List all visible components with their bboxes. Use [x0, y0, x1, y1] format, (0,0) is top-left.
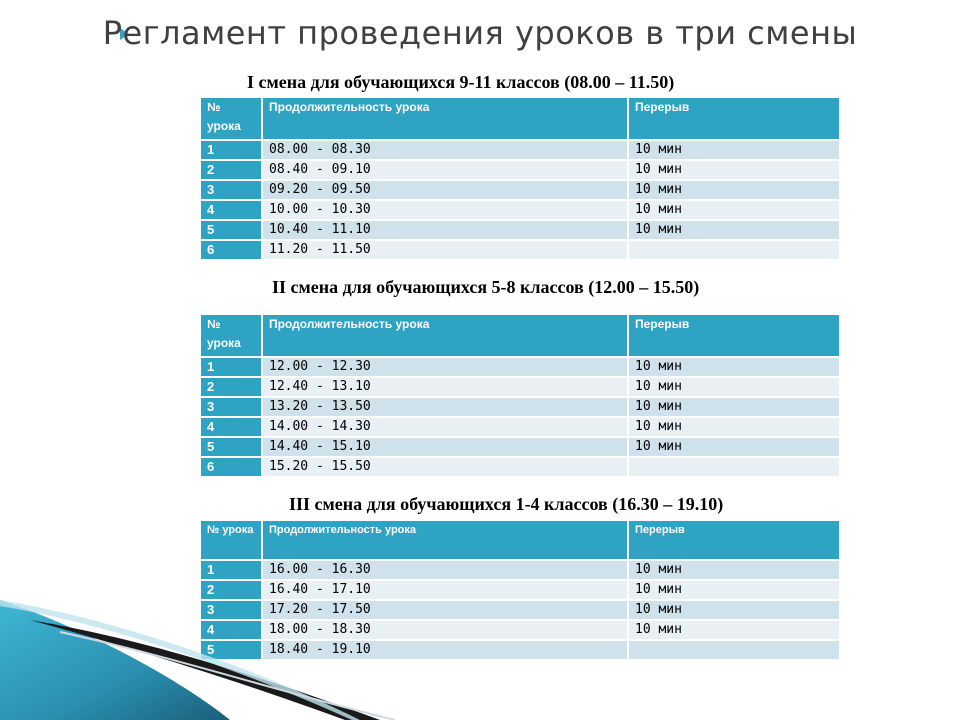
column-header-duration: Продолжительность урока	[263, 521, 629, 559]
lesson-time: 16.00 - 16.30	[263, 561, 629, 579]
lesson-break	[629, 641, 839, 659]
lesson-number: 6	[201, 241, 263, 259]
lesson-number: 1	[201, 141, 263, 159]
lesson-break: 10 мин	[629, 621, 839, 639]
lesson-time: 12.00 - 12.30	[263, 358, 629, 376]
lesson-time: 11.20 - 11.50	[263, 241, 629, 259]
lesson-number: 2	[201, 161, 263, 179]
lesson-time: 08.40 - 09.10	[263, 161, 629, 179]
column-header-num: № урока	[201, 521, 263, 559]
lesson-number: 1	[201, 561, 263, 579]
lesson-number: 4	[201, 418, 263, 436]
table-row	[201, 181, 839, 199]
lesson-number: 2	[201, 378, 263, 396]
lesson-break: 10 мин	[629, 161, 839, 179]
table-row	[201, 378, 839, 396]
lesson-break: 10 мин	[629, 378, 839, 396]
lesson-time: 12.40 - 13.10	[263, 378, 629, 396]
lesson-time: 18.00 - 18.30	[263, 621, 629, 639]
decorative-swoosh	[0, 560, 400, 720]
lesson-time: 14.00 - 14.30	[263, 418, 629, 436]
table-row	[201, 141, 839, 159]
page-title: Регламент проведения уроков в три смены	[102, 14, 858, 52]
shift-1-heading: I смена для обучающихся 9-11 классов (08.00 – 11.50)	[247, 72, 675, 92]
lesson-break: 10 мин	[629, 561, 839, 579]
column-header-duration: Продолжительность урока	[263, 98, 629, 139]
lesson-number: 6	[201, 458, 263, 476]
column-header-break: Перерыв	[629, 521, 839, 559]
lesson-time: 16.40 - 17.10	[263, 581, 629, 599]
lesson-break	[629, 241, 839, 259]
table-row	[201, 241, 839, 259]
lesson-break: 10 мин	[629, 201, 839, 219]
shift-3-heading: III смена для обучающихся 1-4 классов (16.30 – 19.10)	[289, 494, 724, 514]
shift-2-heading: II смена для обучающихся 5-8 классов (12.00 – 15.50)	[272, 277, 700, 297]
column-header-break: Перерыв	[629, 315, 839, 356]
shift-1-table	[201, 96, 839, 261]
lesson-time: 17.20 - 17.50	[263, 601, 629, 619]
lesson-time: 09.20 - 09.50	[263, 181, 629, 199]
column-header-duration: Продолжительность урока	[263, 315, 629, 356]
lesson-break: 10 мин	[629, 358, 839, 376]
shift-2-table	[201, 313, 839, 478]
column-header-num: № урока	[201, 98, 263, 139]
table-row	[201, 221, 839, 239]
lesson-break: 10 мин	[629, 601, 839, 619]
lesson-number: 3	[201, 181, 263, 199]
lesson-break: 10 мин	[629, 398, 839, 416]
lesson-break: 10 мин	[629, 418, 839, 436]
table-header-row	[201, 98, 839, 139]
lesson-time: 10.40 - 11.10	[263, 221, 629, 239]
lesson-break	[629, 458, 839, 476]
lesson-break: 10 мин	[629, 221, 839, 239]
column-header-num: № урока	[201, 315, 263, 356]
lesson-number: 5	[201, 221, 263, 239]
column-header-break: Перерыв	[629, 98, 839, 139]
table-row	[201, 358, 839, 376]
lesson-number: 5	[201, 641, 263, 659]
lesson-time: 15.20 - 15.50	[263, 458, 629, 476]
lesson-time: 08.00 - 08.30	[263, 141, 629, 159]
table-row	[201, 201, 839, 219]
lesson-break: 10 мин	[629, 181, 839, 199]
lesson-break: 10 мин	[629, 438, 839, 456]
table-row	[201, 398, 839, 416]
table-row	[201, 418, 839, 436]
lesson-time: 13.20 - 13.50	[263, 398, 629, 416]
lesson-number: 1	[201, 358, 263, 376]
lesson-number: 3	[201, 601, 263, 619]
table-row	[201, 438, 839, 456]
lesson-time: 14.40 - 15.10	[263, 438, 629, 456]
lesson-time: 18.40 - 19.10	[263, 641, 629, 659]
table-header-row	[201, 521, 839, 559]
lesson-number: 3	[201, 398, 263, 416]
lesson-time: 10.00 - 10.30	[263, 201, 629, 219]
lesson-number: 5	[201, 438, 263, 456]
lesson-number: 4	[201, 621, 263, 639]
table-row	[201, 458, 839, 476]
table-row	[201, 161, 839, 179]
lesson-break: 10 мин	[629, 581, 839, 599]
lesson-break: 10 мин	[629, 141, 839, 159]
lesson-number: 4	[201, 201, 263, 219]
table-header-row	[201, 315, 839, 356]
lesson-number: 2	[201, 581, 263, 599]
